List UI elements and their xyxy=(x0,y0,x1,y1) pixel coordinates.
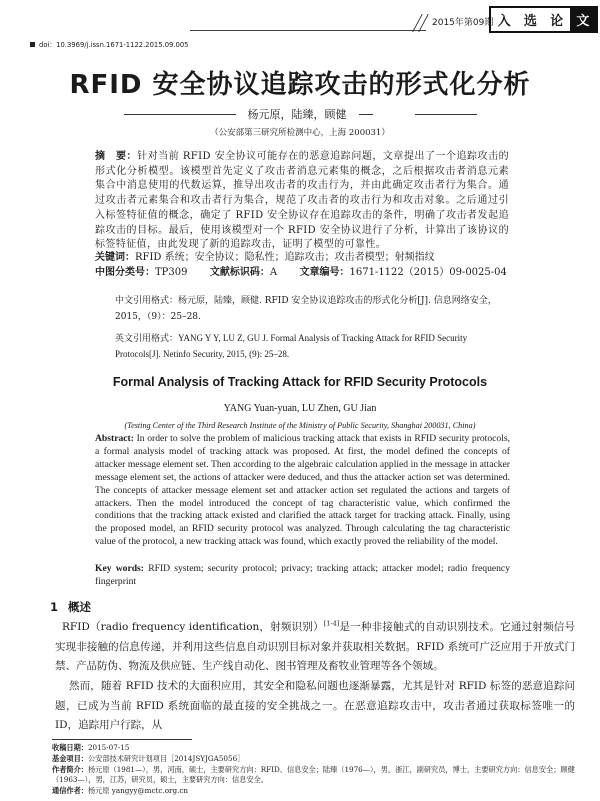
doc-code-value: A xyxy=(269,267,278,278)
footnote-text: 杨元原 yangyy@mctc.org.cn xyxy=(87,786,189,796)
clc-value: TP309 xyxy=(155,267,188,278)
keywords-cn xyxy=(95,251,509,265)
citation-cn-label: 中文引用格式： xyxy=(115,296,179,306)
footnotes xyxy=(52,743,577,797)
article-no-label: 文章编号： xyxy=(299,267,350,278)
keywords-cn-text: RFID 系统；安全协议；隐私性；追踪攻击；攻击者模型；射频指纹 xyxy=(135,252,435,263)
citation-en-label: 英文引用格式： xyxy=(115,333,179,343)
body-text: 然而，随着 RFID 技术的大面积应用，其安全和隐私问题也逐渐暴露，尤其是针对 RFID 标签的恶意追踪问题，已成为当前 RFID 系统面临的最直接的安全挑战之一。在恶意追踪攻击中，攻击者通过获取标签唯一的 ID，追踪用户行踪，从 xyxy=(55,680,575,731)
square-bullet-icon xyxy=(30,42,35,47)
footnote-author-bio xyxy=(52,765,577,787)
footnote-corresponding-author xyxy=(52,786,577,797)
abstract-cn-label: 摘 要： xyxy=(95,151,138,162)
footnote-rule xyxy=(52,739,192,740)
footnote-funding xyxy=(52,754,577,765)
citation-en xyxy=(115,330,515,362)
paper-title-cn: RFID 安全协议追踪攻击的形式化分析 xyxy=(69,70,531,100)
authors-row-cn xyxy=(0,106,600,122)
doi-text: doi：10.3969/j.issn.1671-1122.2015.09.005 xyxy=(39,41,189,49)
clc-label: 中图分类号： xyxy=(95,267,155,278)
section-title: 概述 xyxy=(68,600,92,614)
citation-cn-text: 杨元原，陆臻，顾健. RFID 安全协议追踪攻击的形式化分析[J]. 信息网络安全，2015，（9）：25–28. xyxy=(115,296,497,322)
authors-cn: 杨元原，陆臻，顾健 xyxy=(247,108,347,121)
abstract-en xyxy=(95,433,510,549)
affiliation-cn: （公安部第三研究所检测中心，上海 200031） xyxy=(210,128,390,138)
author-rule-left xyxy=(124,114,236,115)
body-paragraph xyxy=(55,677,575,736)
footnote-label: 收稿日期： xyxy=(52,743,88,752)
body-text: RFID（radio frequency identification，射频识别） xyxy=(62,621,324,633)
doi-line xyxy=(30,39,189,49)
keywords-en-label: Key words: xyxy=(95,563,144,574)
citation-en-text: YANG Y Y, LU Z, GU J. Formal Analysis of Tracking Attack for RFID Security Protocols[J]. Netinfo Security, 2015, (9): 25–28. xyxy=(115,333,468,359)
keywords-cn-label: 关键词： xyxy=(95,252,135,263)
keywords-en xyxy=(95,562,510,588)
footnote-label: 基金项目： xyxy=(52,753,88,763)
affiliation-en: (Testing Center of the Third Research Institute of the Ministry of Public Security, Shanghai 200031, China) xyxy=(124,421,476,430)
section-heading xyxy=(50,599,91,615)
doc-code-label: 文献标识码： xyxy=(209,267,270,278)
body-text: 是一种非接触式的自动识别技术。它通过射频信号实现非接触的信息传递，并利用这些信息自动识别目标对象并获取相关数据。RFID 系统可广泛应用于开放式门禁、产品防伪、物流及供应链、生产线自动化、图书管理及畜牧业管理等各个领域。 xyxy=(55,621,575,672)
author-rule-right-long xyxy=(415,114,477,115)
footnote-text: 2015-07-15 xyxy=(87,743,130,752)
classification-line xyxy=(95,266,507,280)
footnote-label: 作者简介： xyxy=(52,764,88,774)
section-tag-char: 选 xyxy=(523,14,537,29)
article-no-value: 1671-1122（2015）09-0025-04 xyxy=(349,267,507,278)
footnote-text: 杨元原（1981—），男，河南，硕士，主要研究方向：RFID、信息安全；陆臻（1976—），男，浙江，副研究员，博士，主要研究方向：信息安全；顾健（1963—），男，江苏，研究员，硕士，主要研究方向：信息安全。 xyxy=(52,764,575,785)
citation-cn xyxy=(115,294,515,325)
reference-citation: [1-4] xyxy=(323,619,340,628)
paper-title-en: Formal Analysis of Tracking Attack for RFID Security Protocols xyxy=(112,375,488,389)
header-rule xyxy=(190,30,426,31)
abstract-en-label: Abstract: xyxy=(95,433,134,444)
section-number: 1 xyxy=(50,600,59,614)
footnote-received xyxy=(52,743,577,754)
section-tag-char: 文 xyxy=(570,8,596,31)
abstract-cn-text: 针对当前 RFID 安全协议可能存在的恶意追踪问题，文章提出了一个追踪攻击的形式化分析模型。该模型首先定义了攻击者消息元素集的概念，之后根据攻击者消息元素集合中消息使用的代数运算，推导出攻击者的攻击行为，并由此确定攻击者行为集合。通过攻击者元素集合和攻击者行为集合，规范了攻击者的攻击行为和攻击对象。之后通过引入标签特征值的概念，确定了 RFID 安全协议存在追踪攻击的条件，明确了攻击者发起追踪攻击的目标。最后，使用该模型对一个 RFID 安全协议进行了分析，计算出了该协议的标签特征值，由此发现了新的追踪攻击，证明了模型的可靠性。 xyxy=(95,151,509,251)
abstract-cn xyxy=(95,150,509,253)
footnote-label: 通信作者： xyxy=(52,786,88,796)
footnote-text: 公安部技术研究计划项目［2014JSYJGA5056］ xyxy=(87,753,245,763)
keywords-en-text: RFID system; security protocol; privacy; tracking attack; attacker model; radio frequency fingerprint xyxy=(95,563,510,587)
author-rule-right-short xyxy=(359,114,373,115)
section-tag-char: 入 xyxy=(497,14,511,29)
abstract-en-text: In order to solve the problem of malicious tracking attack that exists in RFID security protocols, a formal analysis model of tracking attack was proposed. At first, the model defined the concepts of attacker message element set. Then according to the algebraic calculation applied in the message in attacker message element set, the actions of attacker were deduced, and thus the attacker action set was determined. The concepts of attacker message element set and attacker action set regulated the actions and targets of attackers. Then the model introduced the concept of tag characteristic value, which confirmed the conditions that the tracking attack existed and clarified the attack target for tracking attack. Finally, using the proposed model, an RFID security protocol was analyzed. Through calculating the tag characteristic value of the protocol, a new tracking attack was found, which exactly proved the reliability of the model. xyxy=(95,433,510,548)
body-paragraph xyxy=(55,618,575,677)
section-tag-box xyxy=(489,6,598,33)
authors-en: YANG Yuan-yuan, LU Zhen, GU Jian xyxy=(223,403,377,414)
issue-label: 2015年第09期 xyxy=(432,18,494,28)
section-tag-char: 论 xyxy=(550,14,564,29)
